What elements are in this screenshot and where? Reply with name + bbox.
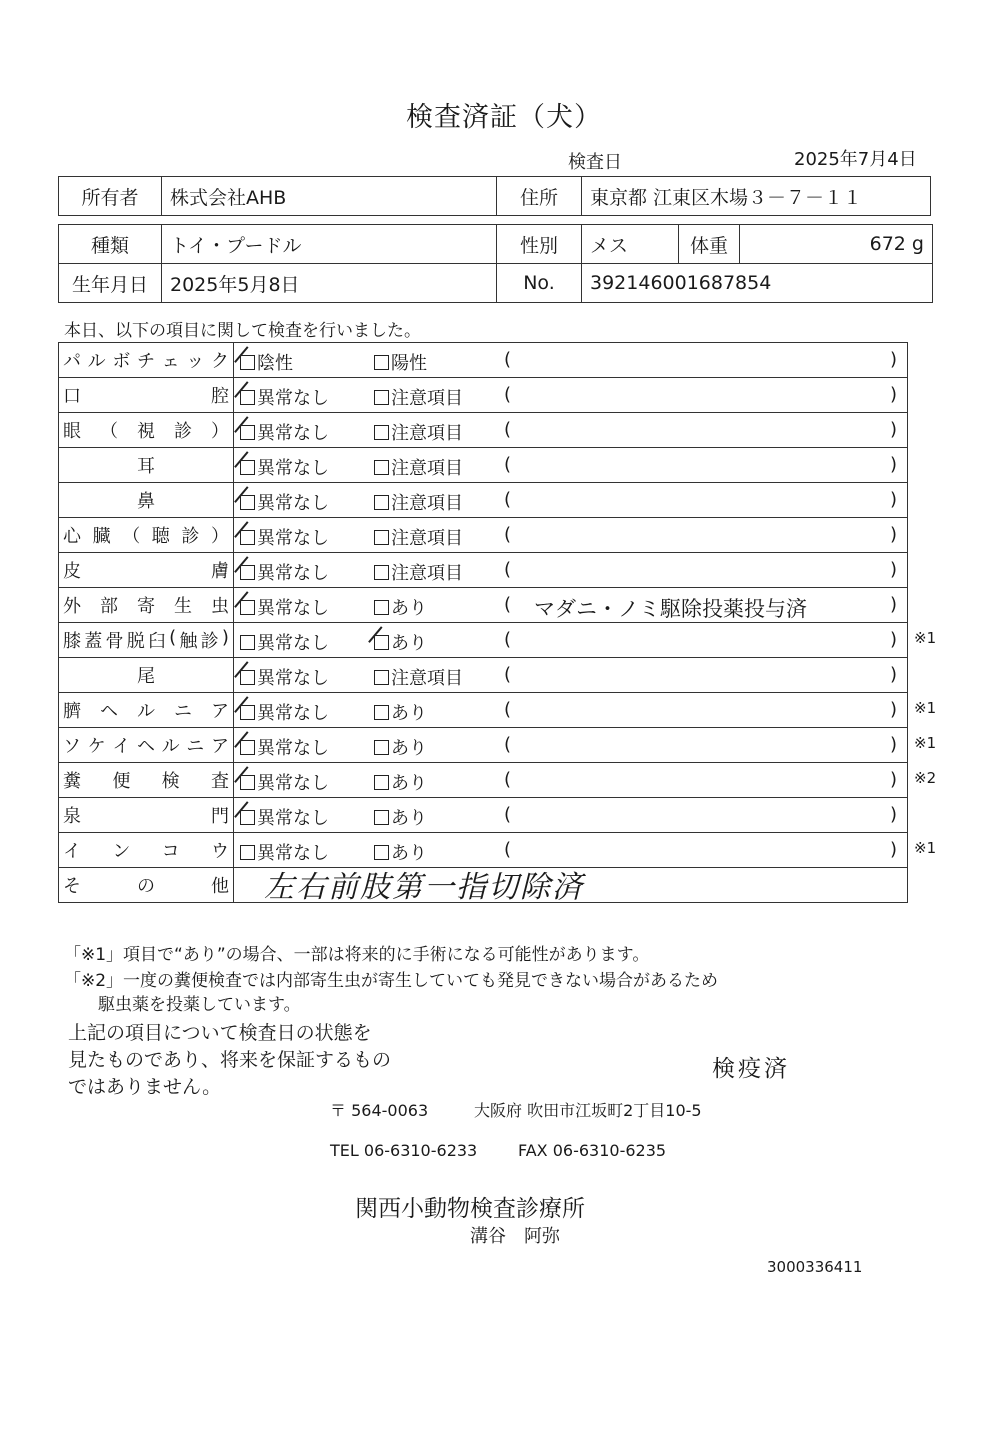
owner-table xyxy=(58,176,931,216)
footnote-1: 「※1」項目で“あり”の場合、一部は将来的に手術になる可能性があります。 xyxy=(64,945,650,965)
paren-close: ) xyxy=(889,664,897,685)
checkbox-icon[interactable] xyxy=(374,705,389,720)
checked-box-icon[interactable] xyxy=(240,810,255,825)
inspection-row xyxy=(59,728,908,763)
checkbox-icon[interactable] xyxy=(374,670,389,685)
option-normal[interactable]: 異常なし xyxy=(240,734,329,760)
option-normal[interactable]: 異常なし xyxy=(240,524,329,550)
clinic-address: 大阪府 吹田市江坂町2丁目10-5 xyxy=(474,1101,702,1120)
checked-box-icon[interactable] xyxy=(240,495,255,510)
item-footnote-mark: ※1 xyxy=(914,839,937,857)
weight-label: 体重 xyxy=(679,225,740,264)
option-normal[interactable]: 異常なし xyxy=(240,419,329,445)
paren-open: ( xyxy=(504,454,512,475)
option-attention[interactable]: あり xyxy=(374,804,427,830)
item-result xyxy=(234,588,908,623)
inspection-row xyxy=(59,378,908,413)
address-value: 東京都 江東区木場３－７－１１ xyxy=(582,177,931,216)
item-name: 口 腔 xyxy=(59,378,234,413)
other-note: 左右前肢第一指切除済 xyxy=(264,870,584,905)
inspection-row xyxy=(59,483,908,518)
inspection-row xyxy=(59,343,908,378)
person-name: 溝谷 阿弥 xyxy=(470,1226,560,1247)
paren-open: ( xyxy=(504,559,512,580)
item-name: 泉 門 xyxy=(59,798,234,833)
paren-close: ) xyxy=(889,699,897,720)
item-result xyxy=(234,518,908,553)
paren-close: ) xyxy=(889,524,897,545)
paren-open: ( xyxy=(504,524,512,545)
item-result xyxy=(234,553,908,588)
pet-table xyxy=(58,224,933,303)
paren-close: ) xyxy=(889,734,897,755)
address-label: 住所 xyxy=(497,177,582,216)
option-attention[interactable]: 注意項目 xyxy=(374,419,463,445)
option-attention[interactable]: 注意項目 xyxy=(374,489,463,515)
checkbox-icon[interactable] xyxy=(374,565,389,580)
item-name: 皮 膚 xyxy=(59,553,234,588)
owner-label: 所有者 xyxy=(59,177,162,216)
inspection-row xyxy=(59,588,908,623)
option-attention[interactable]: あり xyxy=(374,734,427,760)
weight-value: 672 g xyxy=(740,225,933,264)
checked-box-icon[interactable] xyxy=(240,390,255,405)
checked-box-icon[interactable] xyxy=(240,355,255,370)
paren-open: ( xyxy=(504,664,512,685)
item-note: マダニ・ノミ駆除投薬投与済 xyxy=(534,597,807,621)
checkbox-icon[interactable] xyxy=(374,810,389,825)
checked-box-icon[interactable] xyxy=(240,600,255,615)
option-normal[interactable]: 異常なし xyxy=(240,629,329,655)
option-normal[interactable]: 異常なし xyxy=(240,839,329,865)
item-name: 耳 xyxy=(59,448,234,483)
paren-close: ) xyxy=(889,349,897,370)
option-normal[interactable]: 異常なし xyxy=(240,664,329,690)
clinic-fax: FAX 06-6310-6235 xyxy=(518,1141,667,1160)
paren-open: ( xyxy=(504,489,512,510)
paren-open: ( xyxy=(504,839,512,860)
checkbox-icon[interactable] xyxy=(240,845,255,860)
option-attention[interactable]: 注意項目 xyxy=(374,559,463,585)
paren-open: ( xyxy=(504,629,512,650)
option-attention[interactable]: あり xyxy=(374,629,427,655)
item-result xyxy=(234,413,908,448)
sex-value: メス xyxy=(582,225,679,264)
item-result xyxy=(234,693,937,728)
paren-open: ( xyxy=(504,419,512,440)
inspection-row xyxy=(59,518,908,553)
checkbox-icon[interactable] xyxy=(374,355,389,370)
item-result xyxy=(234,798,908,833)
option-attention[interactable]: 陽性 xyxy=(374,349,427,375)
no-label: No. xyxy=(497,264,582,303)
item-name: 尾 xyxy=(59,658,234,693)
document-title: 検査済証（犬） xyxy=(406,102,602,133)
closing-line-2: 見たものであり、将来を保証するもの xyxy=(68,1049,392,1071)
option-attention[interactable]: あり xyxy=(374,769,427,795)
option-attention[interactable]: あり xyxy=(374,594,427,620)
checked-box-icon[interactable] xyxy=(240,425,255,440)
item-name: 糞 便 検 査 xyxy=(59,763,234,798)
item-result xyxy=(234,763,937,798)
paren-open: ( xyxy=(504,384,512,405)
quarantine-stamp: 検疫済 xyxy=(712,1056,790,1082)
checkbox-icon[interactable] xyxy=(374,460,389,475)
paren-close: ) xyxy=(889,594,897,615)
intro-text: 本日、以下の項目に関して検査を行いました。 xyxy=(64,321,421,341)
option-normal[interactable]: 異常なし xyxy=(240,804,329,830)
inspection-row xyxy=(59,763,908,798)
option-normal[interactable]: 陰性 xyxy=(240,349,293,375)
paren-close: ) xyxy=(889,769,897,790)
paren-open: ( xyxy=(504,594,512,615)
paren-close: ) xyxy=(889,559,897,580)
checkbox-icon[interactable] xyxy=(240,635,255,650)
item-name: ソ ケ イ ヘ ル ニ ア xyxy=(59,728,234,763)
birth-label: 生年月日 xyxy=(59,264,162,303)
checked-box-icon[interactable] xyxy=(240,565,255,580)
item-footnote-mark: ※1 xyxy=(914,629,937,647)
option-normal[interactable]: 異常なし xyxy=(240,594,329,620)
inspection-table xyxy=(58,342,937,905)
clinic-tel: TEL 06-6310-6233 xyxy=(330,1141,478,1160)
checkbox-icon[interactable] xyxy=(374,495,389,510)
sex-label: 性別 xyxy=(497,225,582,264)
checkbox-icon[interactable] xyxy=(374,530,389,545)
clinic-name: 関西小動物検査診療所 xyxy=(355,1196,585,1222)
item-name: 眼 （ 視 診 ） xyxy=(59,413,234,448)
item-result xyxy=(234,448,908,483)
item-result xyxy=(234,728,937,763)
inspection-row xyxy=(59,798,908,833)
paren-close: ) xyxy=(889,804,897,825)
document-code: 3000336411 xyxy=(767,1258,863,1276)
inspection-row xyxy=(59,448,908,483)
checkbox-icon[interactable] xyxy=(374,775,389,790)
item-name: 鼻 xyxy=(59,483,234,518)
checkbox-icon[interactable] xyxy=(374,845,389,860)
paren-close: ) xyxy=(889,419,897,440)
paren-close: ) xyxy=(889,384,897,405)
option-normal[interactable]: 異常なし xyxy=(240,454,329,480)
option-normal[interactable]: 異常なし xyxy=(240,384,329,410)
checkbox-icon[interactable] xyxy=(374,740,389,755)
item-footnote-mark: ※1 xyxy=(914,734,937,752)
item-result xyxy=(234,483,908,518)
other-label: そ の 他 xyxy=(59,868,234,903)
item-name: パ ル ボ チ ェ ッ ク xyxy=(59,343,234,378)
checked-box-icon[interactable] xyxy=(240,460,255,475)
item-footnote-mark: ※1 xyxy=(914,699,937,717)
checked-box-icon[interactable] xyxy=(240,740,255,755)
checked-box-icon[interactable] xyxy=(374,635,389,650)
item-result xyxy=(234,343,908,378)
item-name: 心 臓 （ 聴 診 ） xyxy=(59,518,234,553)
closing-line-3: ではありません。 xyxy=(68,1076,222,1098)
checkbox-icon[interactable] xyxy=(374,425,389,440)
breed-label: 種類 xyxy=(59,225,162,264)
other-body xyxy=(234,868,908,903)
paren-open: ( xyxy=(504,349,512,370)
option-attention[interactable]: 注意項目 xyxy=(374,524,463,550)
footnote-2-line-2: 駆虫薬を投薬しています。 xyxy=(98,995,301,1015)
item-result xyxy=(234,623,937,658)
checkbox-icon[interactable] xyxy=(374,600,389,615)
option-attention[interactable]: 注意項目 xyxy=(374,454,463,480)
option-normal[interactable]: 異常なし xyxy=(240,699,329,725)
paren-close: ) xyxy=(889,629,897,650)
option-normal[interactable]: 異常なし xyxy=(240,489,329,515)
option-attention[interactable]: あり xyxy=(374,839,427,865)
checked-box-icon[interactable] xyxy=(240,775,255,790)
inspection-row xyxy=(59,623,908,658)
paren-close: ) xyxy=(889,839,897,860)
option-attention[interactable]: 注意項目 xyxy=(374,664,463,690)
item-footnote-mark: ※2 xyxy=(914,769,937,787)
option-attention[interactable]: 注意項目 xyxy=(374,384,463,410)
exam-date: 2025年7月4日 xyxy=(794,149,917,170)
paren-open: ( xyxy=(504,699,512,720)
birth-value: 2025年5月8日 xyxy=(162,264,497,303)
checked-box-icon[interactable] xyxy=(240,670,255,685)
exam-date-label: 検査日 xyxy=(568,152,622,173)
no-value: 392146001687854 xyxy=(582,264,933,303)
inspection-row xyxy=(59,658,908,693)
paren-close: ) xyxy=(889,489,897,510)
item-name: 外 部 寄 生 虫 xyxy=(59,588,234,623)
checked-box-icon[interactable] xyxy=(240,530,255,545)
inspection-row xyxy=(59,413,908,448)
item-name: 膝 蓋 骨 脱 臼 ( 触 診 ) xyxy=(59,623,234,658)
option-normal[interactable]: 異常なし xyxy=(240,559,329,585)
item-name: 臍 ヘ ル ニ ア xyxy=(59,693,234,728)
owner-value: 株式会社AHB xyxy=(162,177,497,216)
item-name: イ ン コ ウ xyxy=(59,833,234,868)
paren-open: ( xyxy=(504,769,512,790)
inspection-row xyxy=(59,693,908,728)
checkbox-icon[interactable] xyxy=(374,390,389,405)
paren-close: ) xyxy=(889,454,897,475)
breed-value: トイ・プードル xyxy=(162,225,497,264)
item-result xyxy=(234,378,908,413)
paren-open: ( xyxy=(504,804,512,825)
footnote-2-line-1: 「※2」一度の糞便検査では内部寄生虫が寄生していても発見できない場合があるため xyxy=(64,971,719,991)
paren-open: ( xyxy=(504,734,512,755)
item-result xyxy=(234,658,908,693)
option-normal[interactable]: 異常なし xyxy=(240,769,329,795)
inspection-row xyxy=(59,553,908,588)
option-attention[interactable]: あり xyxy=(374,699,427,725)
closing-line-1: 上記の項目について検査日の状態を xyxy=(68,1022,372,1044)
postal-code: 〒 564-0063 xyxy=(330,1101,429,1120)
checked-box-icon[interactable] xyxy=(240,705,255,720)
